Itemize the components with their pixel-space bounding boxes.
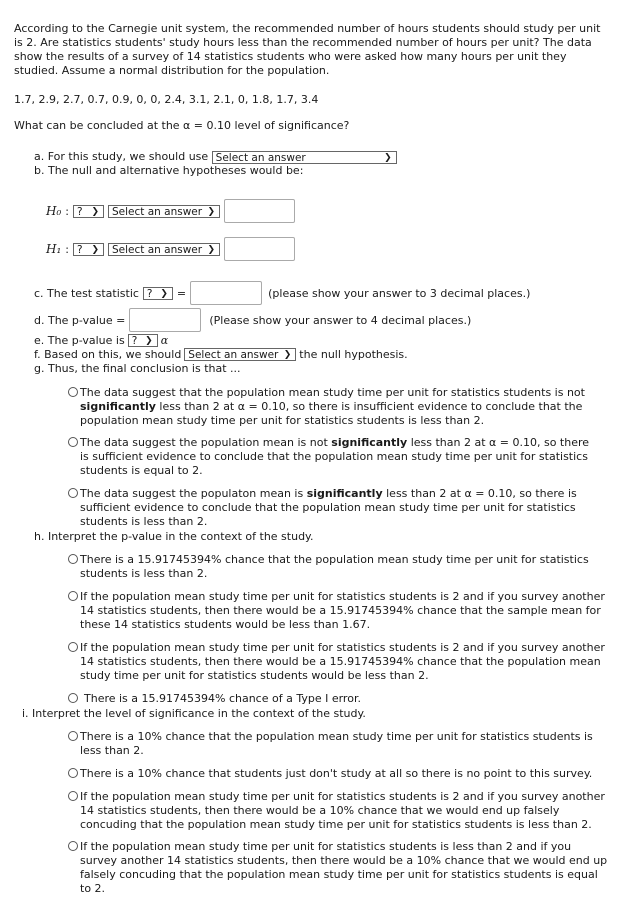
significance-interpretation-option-1[interactable] [68,730,598,758]
h0-parameter-select[interactable] [73,205,104,218]
test-type-select[interactable] [212,151,397,164]
p-value-compare-select[interactable] [128,334,158,347]
h1-symbol: H₁ [46,242,62,256]
significance-interpretation-option-2[interactable] [68,767,610,781]
p-value-interpretation-option-4[interactable] [68,692,590,706]
test-statistic-input[interactable] [190,281,262,305]
null-hypothesis-row [46,199,295,223]
significance-interpretation-option-3[interactable] [68,790,610,832]
decision-select-value: Select an answer [188,349,279,361]
h0-value-input[interactable] [224,199,295,223]
chevron-down-icon: ❯ [91,244,99,255]
radio-button[interactable] [68,841,78,851]
radio-button[interactable] [68,768,78,778]
part-e [34,334,168,347]
part-a [34,150,397,164]
option-text: less than 2 at α = 0.10, so there is sufficient evidence to conclude that the population mean study time per unit for statistics students is equal to 2. [80,436,590,477]
h1-operator-select[interactable] [108,243,220,256]
option-text: less than 2 at α = 0.10, so there is insufficient evidence to conclude that the population mean study time per unit for statistics students is less than 2. [80,400,583,427]
data-values: 1.7, 2.9, 2.7, 0.7, 0.9, 0, 0, 2.4, 3.1, 2.1, 0, 1.8, 1.7, 3.4 [14,93,319,106]
radio-button[interactable] [68,642,78,652]
chevron-down-icon: ❯ [91,206,99,217]
option-bold: significantly [80,400,156,413]
chevron-down-icon: ❯ [145,336,153,346]
part-d [34,308,471,332]
part-d-note: (Please show your answer to 4 decimal places.) [209,313,472,327]
h1-value-input[interactable] [224,237,295,261]
h0-colon: : [65,204,69,218]
conclusion-option-2[interactable] [68,436,600,478]
h1-operator-value: Select an answer [112,243,203,256]
part-g-label: g. Thus, the final conclusion is that ... [34,362,241,375]
p-value-compare-value: ? [131,335,138,347]
part-h-label: h. Interpret the p-value in the context of the study. [34,530,314,543]
part-c [34,281,530,305]
significance-interpretation-option-4[interactable] [68,840,610,896]
problem-intro: According to the Carnegie unit system, the recommended number of hours students should study per unit is 2. Are statistics students' study hours less than the recommended number of hours per unit? The data show the results of a survey of 14 statistics students who were asked how many hours per unit they studied. Assume a normal distribution for the population. [14,22,601,77]
part-f [34,348,408,361]
option-text: The data suggest the population mean is not [80,436,332,449]
question-text: What can be concluded at the α = 0.10 level of significance? [14,119,350,132]
chevron-down-icon: ❯ [160,288,168,299]
option-text: If the population mean study time per unit for statistics students is 2 and if you survey another 14 statistics students, then there would be a 10% chance that we would end up falsely concuding that the population mean study time per unit for statistics students is less than 2. [80,790,605,831]
h1-parameter-select[interactable] [73,243,104,256]
test-statistic-select[interactable] [143,287,173,300]
radio-button[interactable] [68,437,78,447]
p-value-input[interactable] [129,308,201,332]
conclusion-option-3[interactable] [68,487,592,529]
radio-button[interactable] [68,591,78,601]
part-f-label: f. Based on this, we should [34,348,182,361]
h1-colon: : [65,242,69,256]
option-text: If the population mean study time per unit for statistics students is 2 and if you survey another 14 statistics students, then there would be a 15.91745394% chance that the population mean study time per unit for statistics students would be less than 2. [80,641,605,682]
part-c-label: c. The test statistic [34,286,139,300]
part-b-label: b. The null and alternative hypotheses would be: [34,164,304,177]
part-c-note: (please show your answer to 3 decimal places.) [268,286,531,300]
test-type-select-value: Select an answer [215,151,306,164]
part-i-label: i. Interpret the level of significance in the context of the study. [22,707,366,720]
chevron-down-icon: ❯ [207,244,215,255]
chevron-down-icon: ❯ [207,206,215,217]
radio-button[interactable] [68,387,78,397]
option-text: There is a 15.91745394% chance of a Type I error. [84,692,361,705]
test-statistic-value: ? [146,287,153,300]
p-value-interpretation-option-3[interactable] [68,641,610,683]
option-text: The data suggest the populaton mean is [80,487,307,500]
option-text: If the population mean study time per unit for statistics students is 2 and if you survey another 14 statistics students, then there would be a 15.91745394% chance that the sample mean for these 14 statistics students would be less than 1.67. [80,590,605,631]
alpha-symbol: α [160,334,169,347]
p-value-interpretation-option-1[interactable] [68,553,590,581]
h0-operator-select[interactable] [108,205,220,218]
conclusion-option-1[interactable] [68,386,590,428]
option-bold: significantly [306,487,383,500]
h0-parameter-value: ? [77,205,83,218]
p-value-interpretation-option-2[interactable] [68,590,610,632]
option-text: There is a 10% chance that the population mean study time per unit for statistics students is less than 2. [80,730,593,757]
radio-button[interactable] [68,791,78,801]
option-text: If the population mean study time per unit for statistics students is less than 2 and if you survey another 14 statistics students, then there would be a 10% chance that we would end up falsely concuding that the population mean study time per unit for statistics students is equal to 2. [80,840,608,895]
option-bold: significantly [331,436,408,449]
decision-select[interactable] [184,348,296,361]
option-text: There is a 10% chance that students just don't study at all so there is no point to this survey. [80,767,593,780]
radio-button[interactable] [68,488,78,498]
option-text: less than 2 at α = 0.10, so there is sufficient evidence to conclude that the population mean study time per unit for statistics students is less than 2. [80,487,577,528]
h0-symbol: H₀ [46,204,62,218]
alternative-hypothesis-row [46,237,295,261]
equals-sign: = [176,286,187,300]
part-d-label: d. The p-value = [34,313,126,327]
option-text: The data suggest that the population mean study time per unit for statistics students is not [80,386,585,399]
radio-button[interactable] [68,693,78,703]
radio-button[interactable] [68,554,78,564]
part-a-label: a. For this study, we should use [34,150,209,163]
part-f-suffix: the null hypothesis. [299,348,408,361]
part-e-label: e. The p-value is [34,334,125,347]
chevron-down-icon: ❯ [283,350,292,360]
h1-parameter-value: ? [77,243,83,256]
radio-button[interactable] [68,731,78,741]
h0-operator-value: Select an answer [112,205,203,218]
chevron-down-icon: ❯ [384,152,392,163]
option-text: There is a 15.91745394% chance that the population mean study time per unit for statistics students is less than 2. [80,553,589,580]
